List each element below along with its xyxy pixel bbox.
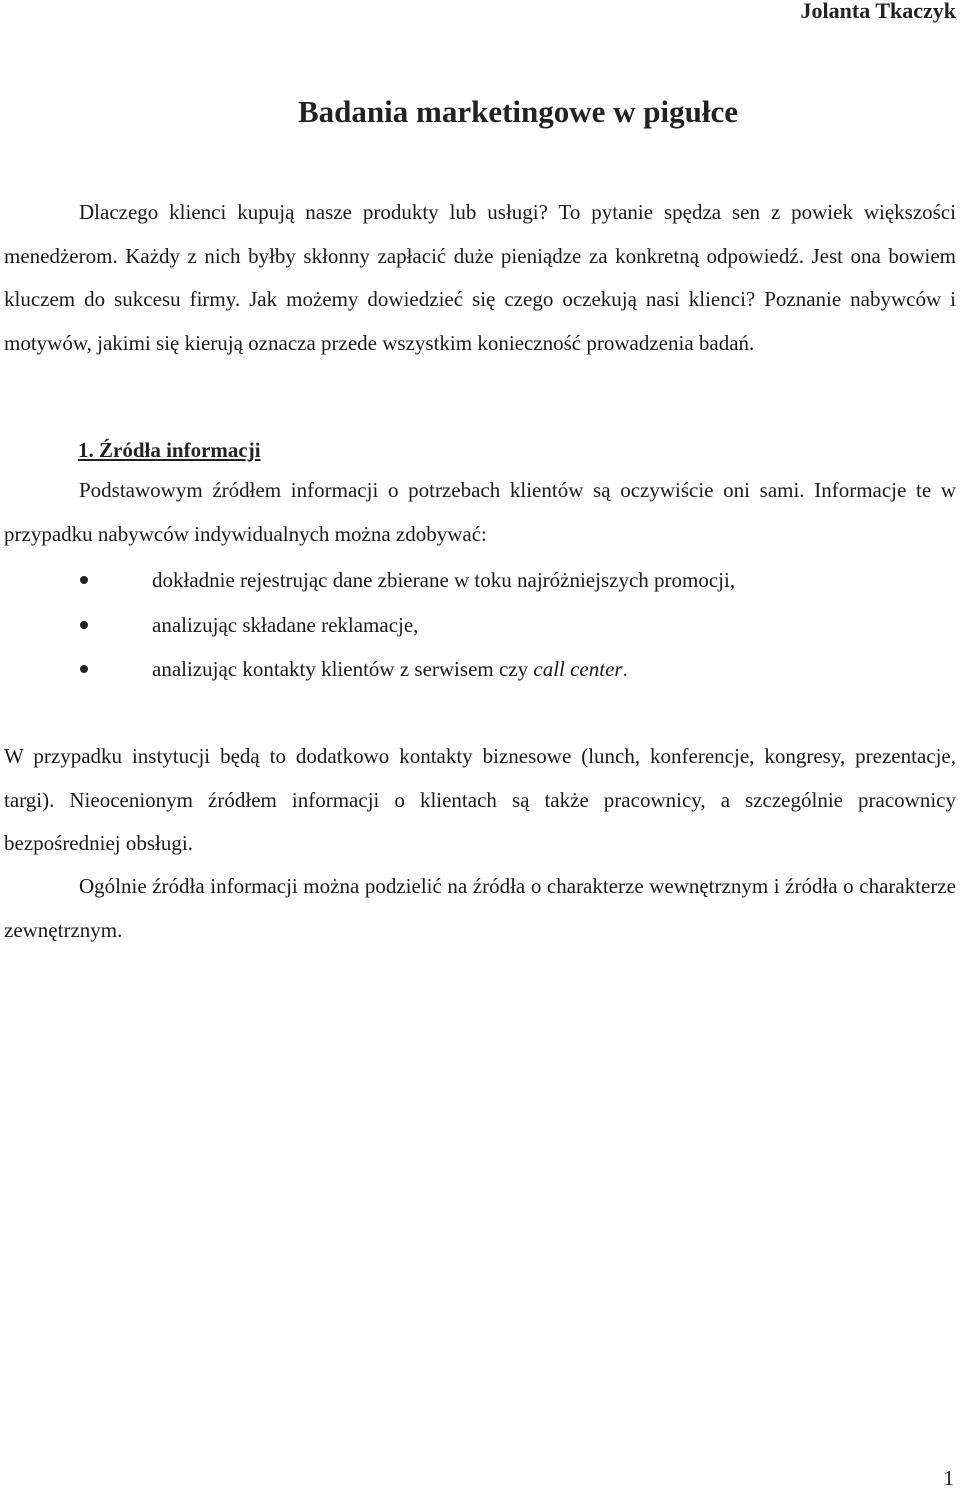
- list-item-text-group: [152, 647, 628, 692]
- page-number: 1: [943, 1466, 954, 1490]
- institutions-paragraph: W przypadku instytucji będą to dodatkowo kontakty biznesowe (lunch, konferencje, kongresy, prezentacje, targi). Nieocenionym źródłem informacji o klientach są także pracownicy, a szczególnie pracownicy bezpośredniej obsługi.: [4, 744, 956, 856]
- document-title: Badania marketingowe w pigułce: [297, 94, 739, 129]
- list-item: [0, 558, 960, 603]
- intro-paragraph: Dlaczego klienci kupują nasze produkty lub usługi? To pytanie spędza sen z powiek większości menedżerom. Każdy z nich byłby skłonny zapłacić duże pieniądze za konkretną odpowiedź. Jest ona bowiem kluczem do sukcesu firmy. Jak możemy dowiedzieć się czego oczekują nasi klienci? Poznanie nabywców i motywów, jakimi się kierują oznacza przede wszystkim konieczność prowadzenia badań.: [4, 200, 956, 355]
- list-item-text: analizując kontakty klientów z serwisem czy: [152, 657, 529, 681]
- italic-term: call center: [533, 657, 623, 681]
- list-item-text: analizując składane reklamacje,: [152, 612, 419, 637]
- division-paragraph: Ogólnie źródła informacji można podzielić na źródła o charakterze wewnętrznym i źródła o charakterze zewnętrznym.: [4, 874, 956, 942]
- bullet-list: [0, 558, 960, 692]
- list-item-end: .: [622, 657, 628, 681]
- bullet-icon: [80, 621, 88, 629]
- header-author: Jolanta Tkaczyk: [800, 0, 956, 23]
- list-item: [0, 647, 960, 692]
- list-item-text: dokładnie rejestrując dane zbierane w toku najróżniejszych promocji,: [152, 568, 736, 592]
- list-item: [0, 603, 960, 648]
- bullet-icon: [80, 665, 88, 673]
- bullet-icon: [80, 576, 88, 584]
- section-heading: 1. Źródła informacji: [78, 438, 261, 462]
- sources-paragraph: Podstawowym źródłem informacji o potrzebach klientów są oczywiście oni sami. Informacje te w przypadku nabywców indywidualnych można zdobywać:: [4, 478, 956, 546]
